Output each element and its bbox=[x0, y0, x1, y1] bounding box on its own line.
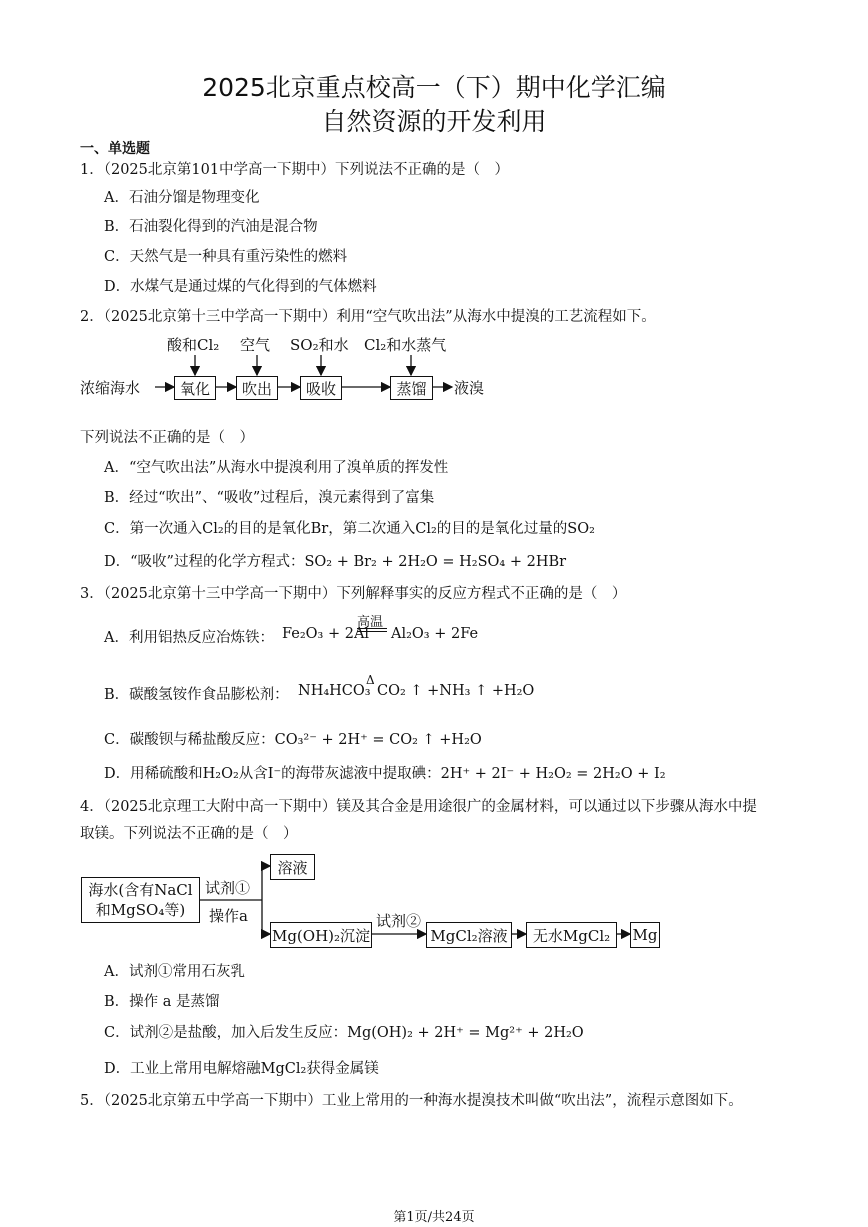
flow-box-blowout: 吹出 bbox=[236, 376, 278, 400]
flow-input-1: 酸和Cl₂ bbox=[167, 336, 220, 354]
flow-label-operation-a: 操作a bbox=[209, 907, 248, 925]
flow-box-seawater bbox=[81, 877, 200, 923]
question-1-option-d: D．水煤气是通过煤的气化得到的气体燃料 bbox=[104, 279, 377, 295]
question-3-option-a-text: A．利用铝热反应冶炼铁： bbox=[104, 630, 274, 646]
question-4-stem-line2: 取镁。下列说法不正确的是（ ） bbox=[80, 826, 298, 842]
question-3-option-b-text: B．碳酸氢铵作食品膨松剂： bbox=[104, 687, 289, 703]
question-2-stem: 2．（2025北京第十三中学高一下期中）利用“空气吹出法”从海水中提溴的工艺流程如下。 bbox=[80, 309, 656, 325]
question-4-option-b: B．操作 a 是蒸馏 bbox=[104, 994, 220, 1010]
flow-box-mgcl2-solution: MgCl₂溶液 bbox=[426, 922, 512, 948]
question-3-option-a-products: Al₂O₃ + 2Fe bbox=[391, 626, 479, 642]
question-4-option-a: A．试剂①常用石灰乳 bbox=[104, 964, 245, 980]
question-4-option-c: C．试剂②是盐酸，加入后发生反应：Mg(OH)₂ + 2H⁺ = Mg²⁺ + 2H₂O bbox=[104, 1025, 584, 1041]
flow-input-3: SO₂和水 bbox=[290, 336, 349, 354]
question-3-option-b-condition: Δ bbox=[366, 673, 375, 687]
question-4-stem-line1: 4．（2025北京理工大附中高一下期中）镁及其合金是用途很广的金属材料，可以通过以下步骤从海水中提 bbox=[80, 799, 757, 815]
flow-box-mgoh2-precipitate: Mg(OH)₂沉淀 bbox=[270, 922, 372, 948]
page-footer: 第1页/共24页 bbox=[393, 1210, 475, 1225]
question-2-option-b: B．经过“吹出”、“吸收”过程后，溴元素得到了富集 bbox=[104, 490, 435, 506]
flow-box-oxidation: 氧化 bbox=[174, 376, 216, 400]
question-1-option-b: B．石油裂化得到的汽油是混合物 bbox=[104, 219, 318, 235]
document-subtitle: 自然资源的开发利用 bbox=[321, 107, 547, 136]
question-1-stem: 1．（2025北京第101中学高一下期中）下列说法不正确的是（ ） bbox=[80, 162, 510, 178]
question-2-option-c: C．第一次通入Cl₂的目的是氧化Br，第二次通入Cl₂的目的是氧化过量的SO₂ bbox=[104, 521, 595, 537]
question-1-option-c: C．天然气是一种具有重污染性的燃料 bbox=[104, 249, 348, 265]
question-4-option-d: D．工业上常用电解熔融MgCl₂获得金属镁 bbox=[104, 1061, 379, 1077]
question-2-option-d: D．“吸收”过程的化学方程式：SO₂ + Br₂ + 2H₂O = H₂SO₄ + 2HBr bbox=[104, 554, 567, 570]
question-2-option-a: A．“空气吹出法”从海水中提溴利用了溴单质的挥发性 bbox=[104, 460, 449, 476]
question-2-prompt: 下列说法不正确的是（ ） bbox=[80, 430, 254, 446]
flow-end-label: 液溴 bbox=[454, 379, 485, 397]
document-title: 2025北京重点校高一（下）期中化学汇编 bbox=[202, 73, 666, 102]
flow-box-solution: 溶液 bbox=[270, 854, 315, 880]
flow-box-absorption: 吸收 bbox=[300, 376, 342, 400]
flow-start-label: 浓缩海水 bbox=[80, 379, 141, 397]
section-heading: 一、单选题 bbox=[80, 141, 150, 157]
seawater-label-line1: 海水(含有NaCl bbox=[88, 881, 193, 899]
flow-input-4: Cl₂和水蒸气 bbox=[364, 336, 447, 354]
question-3-option-b-products: CO₂ ↑ +NH₃ ↑ +H₂O bbox=[377, 683, 535, 699]
question-3-option-c: C．碳酸钡与稀盐酸反应：CO₃²⁻ + 2H⁺ = CO₂ ↑ +H₂O bbox=[104, 732, 482, 748]
flow-box-distillation: 蒸馏 bbox=[390, 376, 433, 400]
flow-box-anhydrous-mgcl2: 无水MgCl₂ bbox=[526, 922, 617, 948]
flow-label-reagent1: 试剂① bbox=[205, 879, 251, 897]
question-3-option-a-reactants: Fe₂O₃ + 2Al bbox=[282, 626, 370, 642]
question-3-stem: 3．（2025北京第十三中学高一下期中）下列解释事实的反应方程式不正确的是（ ） bbox=[80, 586, 627, 602]
flow-label-reagent2: 试剂② bbox=[376, 912, 422, 930]
flow-box-mg: Mg bbox=[630, 922, 660, 948]
question-1-option-a: A．石油分馏是物理变化 bbox=[104, 190, 260, 206]
question-3-option-d: D．用稀硫酸和H₂O₂从含I⁻的海带灰滤液中提取碘：2H⁺ + 2I⁻ + H₂O₂ = 2H₂O + I₂ bbox=[104, 766, 666, 782]
flow-input-2: 空气 bbox=[240, 336, 271, 354]
question-3-option-a-condition: 高温 bbox=[357, 615, 384, 630]
question-3-option-b-reactants: NH₄HCO₃ bbox=[298, 683, 371, 699]
question-5-stem: 5．（2025北京第五中学高一下期中）工业上常用的一种海水提溴技术叫做“吹出法”，流程示意图如下。 bbox=[80, 1093, 743, 1109]
seawater-label-line2: 和MgSO₄等) bbox=[95, 901, 186, 919]
